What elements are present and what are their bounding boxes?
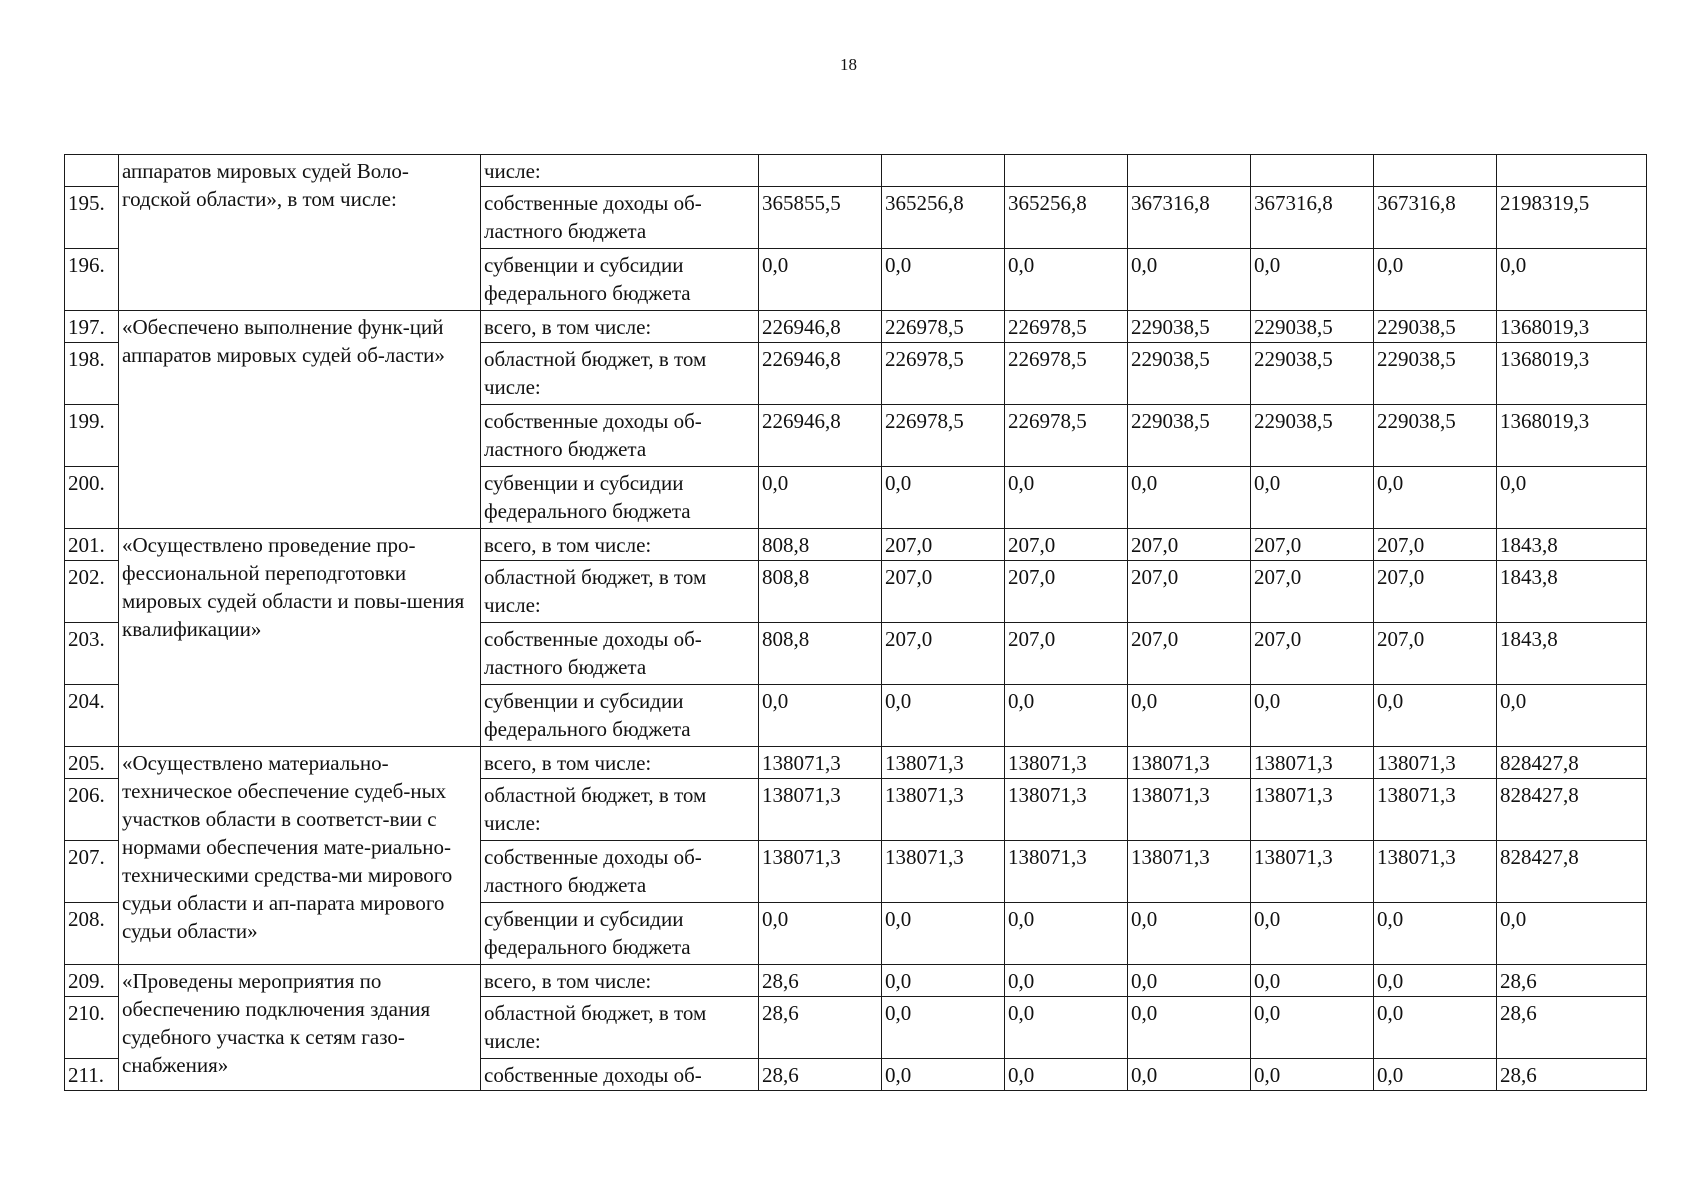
amount-cell: 0,0	[1251, 997, 1374, 1059]
amount-cell: 1843,8	[1497, 623, 1647, 685]
funding-source: собственные доходы об-ластного бюджета	[481, 405, 759, 467]
budget-table	[64, 154, 1647, 1091]
amount-cell: 207,0	[1251, 561, 1374, 623]
amount-cell: 207,0	[1005, 623, 1128, 685]
amount-cell: 28,6	[1497, 997, 1647, 1059]
row-number: 199.	[65, 405, 119, 467]
amount-cell: 229038,5	[1251, 343, 1374, 405]
row-number: 207.	[65, 841, 119, 903]
amount-cell: 207,0	[1128, 529, 1251, 561]
table-row	[65, 155, 1647, 187]
amount-cell: 0,0	[759, 467, 882, 529]
amount-cell: 0,0	[1005, 903, 1128, 965]
amount-cell: 0,0	[1005, 249, 1128, 311]
table-body	[65, 155, 1647, 1091]
row-number: 211.	[65, 1059, 119, 1091]
amount-cell: 207,0	[882, 561, 1005, 623]
row-number: 197.	[65, 311, 119, 343]
row-number: 209.	[65, 965, 119, 997]
amount-cell: 138071,3	[1251, 841, 1374, 903]
amount-cell: 207,0	[1374, 561, 1497, 623]
row-number: 205.	[65, 747, 119, 779]
amount-cell: 367316,8	[1128, 187, 1251, 249]
amount-cell: 0,0	[1374, 965, 1497, 997]
amount-cell: 138071,3	[1128, 747, 1251, 779]
funding-source: всего, в том числе:	[481, 529, 759, 561]
amount-cell: 0,0	[1374, 997, 1497, 1059]
amount-cell: 138071,3	[1005, 747, 1128, 779]
amount-cell: 365855,5	[759, 187, 882, 249]
table-row	[65, 965, 1647, 997]
funding-source: всего, в том числе:	[481, 747, 759, 779]
amount-cell: 0,0	[1005, 685, 1128, 747]
funding-source: субвенции и субсидии федерального бюджета	[481, 467, 759, 529]
amount-cell: 226946,8	[759, 405, 882, 467]
amount-cell: 229038,5	[1128, 343, 1251, 405]
amount-cell: 808,8	[759, 561, 882, 623]
row-number	[65, 155, 119, 187]
amount-cell: 1368019,3	[1497, 311, 1647, 343]
amount-cell: 229038,5	[1374, 343, 1497, 405]
amount-cell: 0,0	[882, 467, 1005, 529]
amount-cell: 226978,5	[882, 405, 1005, 467]
amount-cell: 0,0	[1128, 467, 1251, 529]
amount-cell: 0,0	[1128, 1059, 1251, 1091]
amount-cell: 1368019,3	[1497, 343, 1647, 405]
amount-cell: 28,6	[759, 965, 882, 997]
amount-cell: 0,0	[1374, 685, 1497, 747]
amount-cell: 229038,5	[1128, 405, 1251, 467]
amount-cell: 0,0	[882, 249, 1005, 311]
amount-cell: 0,0	[1128, 965, 1251, 997]
amount-cell: 0,0	[1374, 249, 1497, 311]
amount-cell	[1128, 155, 1251, 187]
amount-cell: 0,0	[1128, 997, 1251, 1059]
amount-cell: 226946,8	[759, 311, 882, 343]
amount-cell: 138071,3	[1374, 841, 1497, 903]
amount-cell: 0,0	[759, 685, 882, 747]
amount-cell: 207,0	[1005, 561, 1128, 623]
activity-description: «Проведены мероприятия по обеспечению подключения здания судебного участка к сетям газо-снабжения»	[119, 965, 481, 1091]
amount-cell: 207,0	[1128, 561, 1251, 623]
funding-source: субвенции и субсидии федерального бюджета	[481, 249, 759, 311]
funding-source: субвенции и субсидии федерального бюджета	[481, 685, 759, 747]
amount-cell: 229038,5	[1251, 311, 1374, 343]
amount-cell: 0,0	[882, 997, 1005, 1059]
amount-cell: 226978,5	[1005, 311, 1128, 343]
funding-source: числе:	[481, 155, 759, 187]
amount-cell: 1843,8	[1497, 561, 1647, 623]
amount-cell: 207,0	[1128, 623, 1251, 685]
row-number: 210.	[65, 997, 119, 1059]
amount-cell: 0,0	[759, 249, 882, 311]
funding-source: всего, в том числе:	[481, 965, 759, 997]
amount-cell: 365256,8	[882, 187, 1005, 249]
activity-description: аппаратов мировых судей Воло-годской области», в том числе:	[119, 155, 481, 311]
amount-cell: 0,0	[882, 685, 1005, 747]
amount-cell: 138071,3	[759, 841, 882, 903]
table-row	[65, 311, 1647, 343]
amount-cell: 2198319,5	[1497, 187, 1647, 249]
amount-cell: 207,0	[1251, 623, 1374, 685]
amount-cell: 229038,5	[1128, 311, 1251, 343]
row-number: 208.	[65, 903, 119, 965]
amount-cell	[1374, 155, 1497, 187]
amount-cell: 207,0	[1374, 623, 1497, 685]
amount-cell: 28,6	[1497, 965, 1647, 997]
amount-cell: 207,0	[882, 623, 1005, 685]
row-number: 195.	[65, 187, 119, 249]
amount-cell: 138071,3	[1374, 747, 1497, 779]
funding-source: областной бюджет, в том числе:	[481, 343, 759, 405]
row-number: 196.	[65, 249, 119, 311]
amount-cell: 0,0	[1005, 997, 1128, 1059]
funding-source: собственные доходы об-ластного бюджета	[481, 187, 759, 249]
amount-cell: 0,0	[1005, 467, 1128, 529]
amount-cell: 138071,3	[1251, 747, 1374, 779]
amount-cell: 1368019,3	[1497, 405, 1647, 467]
amount-cell: 138071,3	[1005, 779, 1128, 841]
funding-source: всего, в том числе:	[481, 311, 759, 343]
row-number: 201.	[65, 529, 119, 561]
amount-cell: 138071,3	[1128, 841, 1251, 903]
amount-cell: 0,0	[1251, 685, 1374, 747]
amount-cell: 0,0	[1128, 903, 1251, 965]
amount-cell: 828427,8	[1497, 841, 1647, 903]
amount-cell: 808,8	[759, 623, 882, 685]
row-number: 204.	[65, 685, 119, 747]
amount-cell: 0,0	[1251, 903, 1374, 965]
amount-cell: 226946,8	[759, 343, 882, 405]
amount-cell: 0,0	[1497, 685, 1647, 747]
amount-cell: 138071,3	[1128, 779, 1251, 841]
amount-cell: 1843,8	[1497, 529, 1647, 561]
amount-cell	[759, 155, 882, 187]
activity-description: «Обеспечено выполнение функ-ций аппаратов мировых судей об-ласти»	[119, 311, 481, 529]
amount-cell: 138071,3	[882, 841, 1005, 903]
row-number: 206.	[65, 779, 119, 841]
amount-cell: 138071,3	[1374, 779, 1497, 841]
amount-cell: 0,0	[1251, 965, 1374, 997]
funding-source: собственные доходы об-	[481, 1059, 759, 1091]
amount-cell	[1497, 155, 1647, 187]
amount-cell	[882, 155, 1005, 187]
funding-source: субвенции и субсидии федерального бюджета	[481, 903, 759, 965]
amount-cell: 0,0	[882, 1059, 1005, 1091]
amount-cell: 0,0	[1251, 1059, 1374, 1091]
funding-source: областной бюджет, в том числе:	[481, 997, 759, 1059]
table-row	[65, 747, 1647, 779]
row-number: 203.	[65, 623, 119, 685]
page-number: 18	[840, 55, 857, 74]
amount-cell: 207,0	[1374, 529, 1497, 561]
amount-cell: 226978,5	[882, 311, 1005, 343]
amount-cell: 828427,8	[1497, 747, 1647, 779]
amount-cell: 367316,8	[1251, 187, 1374, 249]
amount-cell: 28,6	[759, 1059, 882, 1091]
amount-cell: 229038,5	[1374, 405, 1497, 467]
amount-cell: 226978,5	[1005, 343, 1128, 405]
amount-cell	[1005, 155, 1128, 187]
funding-source: собственные доходы об-ластного бюджета	[481, 841, 759, 903]
table-row	[65, 529, 1647, 561]
amount-cell: 365256,8	[1005, 187, 1128, 249]
amount-cell: 367316,8	[1374, 187, 1497, 249]
amount-cell: 138071,3	[882, 779, 1005, 841]
activity-description: «Осуществлено проведение про-фессиональной переподготовки мировых судей области и повы-шения квалификации»	[119, 529, 481, 747]
funding-source: областной бюджет, в том числе:	[481, 561, 759, 623]
amount-cell: 207,0	[1005, 529, 1128, 561]
amount-cell: 226978,5	[882, 343, 1005, 405]
amount-cell: 0,0	[1497, 249, 1647, 311]
amount-cell	[1251, 155, 1374, 187]
amount-cell: 0,0	[1497, 467, 1647, 529]
amount-cell: 0,0	[759, 903, 882, 965]
amount-cell: 0,0	[1497, 903, 1647, 965]
amount-cell: 0,0	[1374, 1059, 1497, 1091]
amount-cell: 0,0	[882, 965, 1005, 997]
amount-cell: 828427,8	[1497, 779, 1647, 841]
funding-source: собственные доходы об-ластного бюджета	[481, 623, 759, 685]
amount-cell: 28,6	[1497, 1059, 1647, 1091]
amount-cell: 0,0	[1374, 467, 1497, 529]
row-number: 202.	[65, 561, 119, 623]
amount-cell: 229038,5	[1251, 405, 1374, 467]
amount-cell: 0,0	[1128, 685, 1251, 747]
amount-cell: 0,0	[1128, 249, 1251, 311]
amount-cell: 28,6	[759, 997, 882, 1059]
amount-cell: 0,0	[882, 903, 1005, 965]
amount-cell: 207,0	[1251, 529, 1374, 561]
row-number: 198.	[65, 343, 119, 405]
amount-cell: 138071,3	[759, 779, 882, 841]
amount-cell: 138071,3	[1251, 779, 1374, 841]
amount-cell: 138071,3	[1005, 841, 1128, 903]
amount-cell: 808,8	[759, 529, 882, 561]
activity-description: «Осуществлено материально-техническое обеспечение судеб-ных участков области в соответст-вии с нормами обеспечения мате-риально-техническими средства-ми мирового судьи области и ап-парата мирового судьи области»	[119, 747, 481, 965]
amount-cell: 207,0	[882, 529, 1005, 561]
row-number: 200.	[65, 467, 119, 529]
amount-cell: 0,0	[1374, 903, 1497, 965]
amount-cell: 229038,5	[1374, 311, 1497, 343]
amount-cell: 138071,3	[759, 747, 882, 779]
amount-cell: 0,0	[1005, 965, 1128, 997]
funding-source: областной бюджет, в том числе:	[481, 779, 759, 841]
amount-cell: 0,0	[1005, 1059, 1128, 1091]
amount-cell: 138071,3	[882, 747, 1005, 779]
amount-cell: 0,0	[1251, 249, 1374, 311]
amount-cell: 0,0	[1251, 467, 1374, 529]
amount-cell: 226978,5	[1005, 405, 1128, 467]
